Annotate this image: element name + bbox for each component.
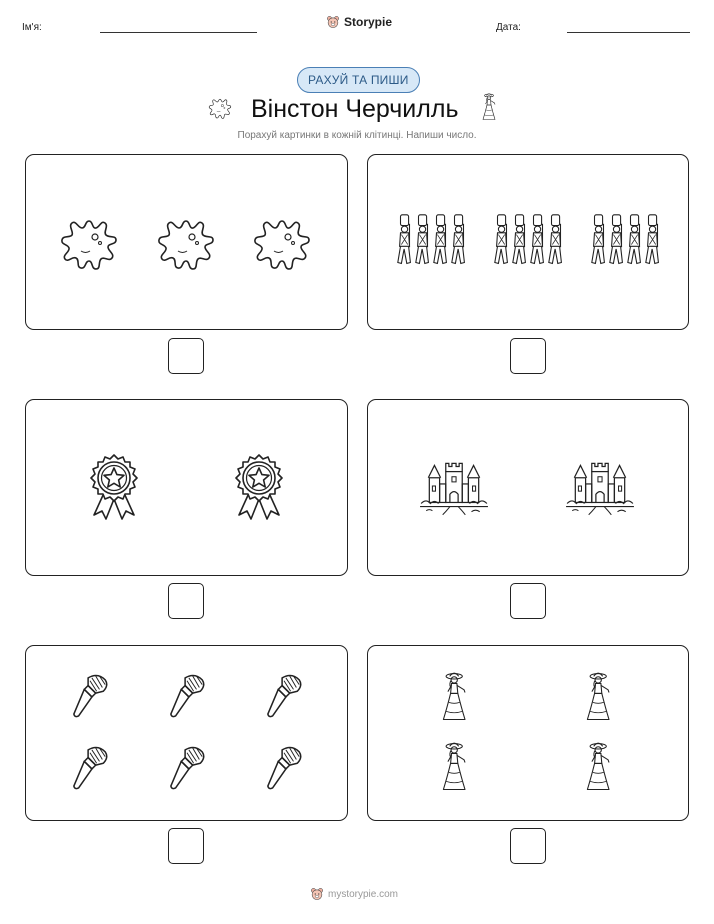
- splat-icon: [59, 213, 119, 273]
- lady-in-dress-icon: [438, 670, 474, 724]
- lady-in-dress-icon: [582, 670, 618, 724]
- answer-box[interactable]: [510, 828, 546, 864]
- lady-in-dress-icon: [480, 92, 500, 122]
- worksheet-type-badge: РАХУЙ ТА ПИШИ: [297, 67, 420, 93]
- instruction-text: Порахуй картинки в кожній клітинці. Напиши число.: [237, 130, 477, 141]
- paintbrush-icon: [168, 672, 206, 720]
- castle-icon: [564, 455, 636, 517]
- answer-box[interactable]: [168, 828, 204, 864]
- lady-in-dress-icon: [582, 740, 618, 794]
- brand-name: Storypie: [344, 15, 393, 29]
- answer-box[interactable]: [168, 338, 204, 374]
- counting-panel: [25, 645, 348, 821]
- paintbrush-icon: [265, 672, 303, 720]
- rosette-medal-icon: [84, 453, 144, 523]
- splat-icon: [252, 213, 312, 273]
- answer-box[interactable]: [168, 583, 204, 619]
- marching-soldiers-icon: [396, 210, 468, 270]
- paintbrush-icon: [71, 744, 109, 792]
- counting-panel: [25, 399, 348, 576]
- page-title: Вінстон Черчилль: [251, 95, 459, 123]
- brand-logo: [326, 15, 392, 29]
- paintbrush-icon: [168, 744, 206, 792]
- counting-panel: [367, 399, 689, 576]
- name-label: Ім'я:: [22, 22, 42, 33]
- bear-logo-icon: [326, 15, 340, 29]
- splat-icon: [208, 96, 232, 120]
- date-label: Дата:: [496, 22, 521, 33]
- castle-icon: [418, 455, 490, 517]
- splat-icon: [156, 213, 216, 273]
- paintbrush-icon: [71, 672, 109, 720]
- counting-panel: [25, 154, 348, 330]
- marching-soldiers-icon: [493, 210, 565, 270]
- counting-panel: [367, 154, 689, 330]
- rosette-medal-icon: [229, 453, 289, 523]
- bear-logo-icon: [310, 887, 324, 901]
- lady-in-dress-icon: [438, 740, 474, 794]
- footer-site[interactable]: mystorypie.com: [328, 888, 399, 900]
- paintbrush-icon: [265, 744, 303, 792]
- name-input-line[interactable]: [100, 32, 257, 33]
- answer-box[interactable]: [510, 338, 546, 374]
- answer-box[interactable]: [510, 583, 546, 619]
- date-input-line[interactable]: [567, 32, 690, 33]
- marching-soldiers-icon: [590, 210, 662, 270]
- footer-brand: [310, 887, 398, 901]
- counting-panel: [367, 645, 689, 821]
